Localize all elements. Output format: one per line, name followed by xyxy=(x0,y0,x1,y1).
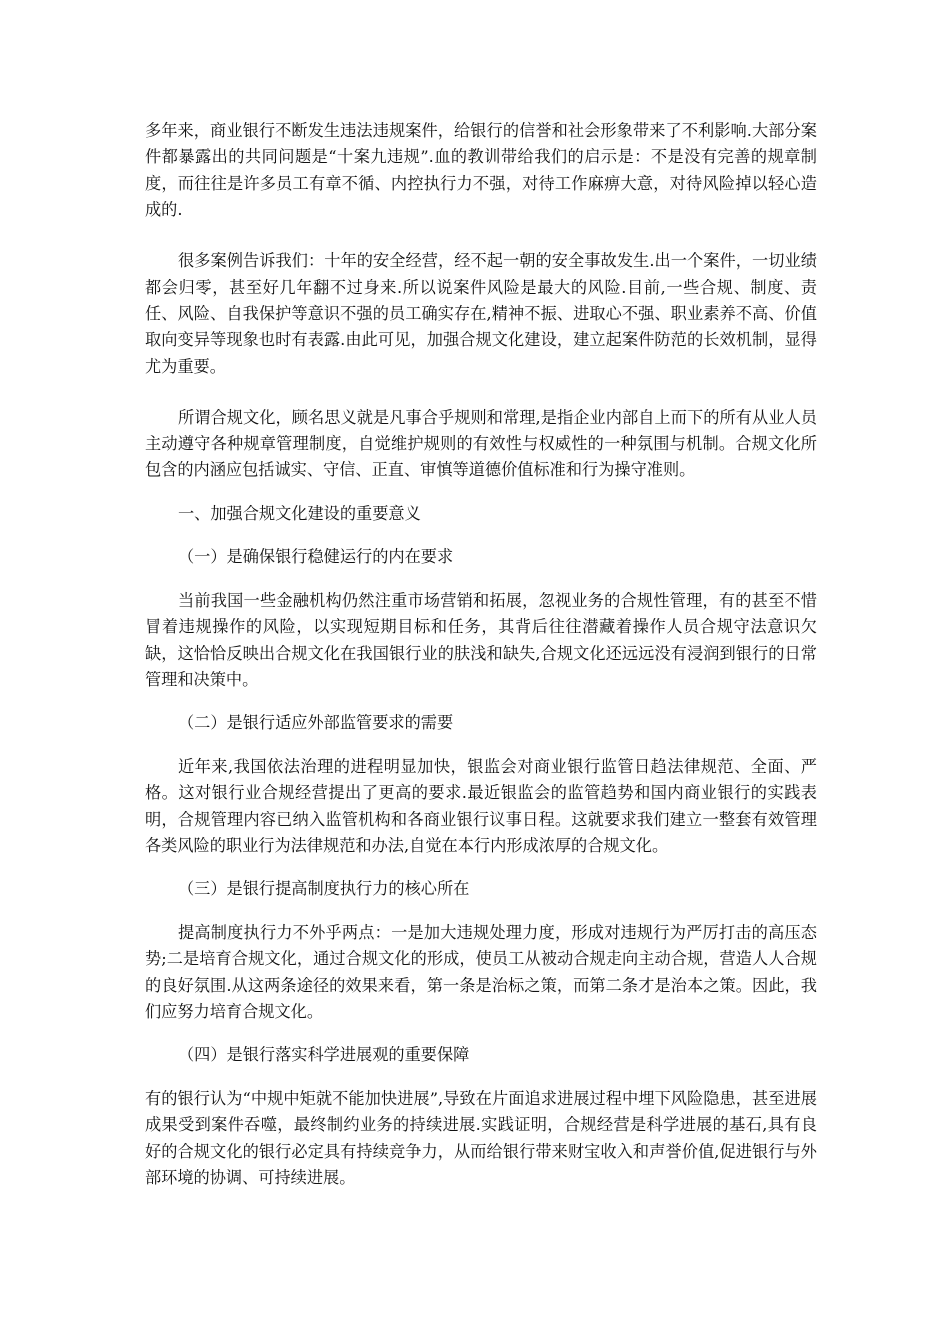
subheading-4-paragraph: 有的银行认为“中规中矩就不能加快进展”,导致在片面追求进展过程中埋下风险隐患，甚至进展成果受到案件吞噬，最终制约业务的持续进展.实践证明，合规经营是科学进展的基石,具有良好的合规文化的银行必定具有持续竞争力，从而给银行带来财宝收入和声誉价值,促进银行与外部环境的协调、可持续进展。 xyxy=(145,1088,817,1187)
subheading-1-paragraph: 当前我国一些金融机构仍然注重市场营销和拓展，忽视业务的合规性管理，有的甚至不惜冒着违规操作的风险，以实现短期目标和任务，其背后往往潜藏着操作人员合规守法意识欠缺，这恰恰反映出合规文化在我国银行业的肤浅和缺失,合规文化还远远没有浸润到银行的日常管理和决策中。 xyxy=(145,590,817,689)
subheading-3-paragraph: 提高制度执行力不外乎两点：一是加大违规处理力度，形成对违规行为严厉打击的高压态势;二是培育合规文化，通过合规文化的形成，使员工从被动合规走向主动合规，营造人人合规的良好氛围.从这两条途径的效果来看，第一条是治标之策，而第二条才是治本之策。因此，我们应努力培育合规文化。 xyxy=(145,922,817,1021)
document-body xyxy=(145,118,817,1191)
subheading-2-paragraph: 近年来,我国依法治理的进程明显加快，银监会对商业银行监管日趋法律规范、全面、严格。这对银行业合规经营提出了更高的要求.最近银监会的监管趋势和国内商业银行的实践表明，合规管理内容已纳入监管机构和各商业银行议事日程。这就要求我们建立一整套有效管理各类风险的职业行为法律规范和办法,自觉在本行内形成浓厚的合规文化。 xyxy=(145,756,817,855)
intro-paragraph: 多年来，商业银行不断发生违法违规案件，给银行的信誉和社会形象带来了不利影响.大部分案件都暴露出的共同问题是“十案九违规”.血的教训带给我们的启示是：不是没有完善的规章制度，而往往是许多员工有章不循、内控执行力不强，对待工作麻痹大意，对待风险掉以轻心造成的. xyxy=(145,121,817,220)
subheading-2: （二）是银行适应外部监管要求的需要 xyxy=(178,713,454,733)
case-risk-paragraph: 很多案例告诉我们：十年的安全经营，经不起一朝的安全事故发生.出一个案件，一切业绩都会归零，甚至好几年翻不过身来.所以说案件风险是最大的风险.目前,一些合规、制度、责任、风险、自我保护等意识不强的员工确实存在,精神不振、进取心不强、职业素养不高、价值取向变异等现象也时有表露.由此可见，加强合规文化建设，建立起案件防范的长效机制，显得尤为重要。 xyxy=(145,251,817,376)
subheading-3: （三）是银行提高制度执行力的核心所在 xyxy=(178,879,470,899)
section-heading: 一、加强合规文化建设的重要意义 xyxy=(178,503,421,523)
definition-paragraph: 所谓合规文化，顾名思义就是凡事合乎规则和常理,是指企业内部自上而下的所有从业人员主动遵守各种规章管理制度，自觉维护规则的有效性与权威性的一种氛围与机制。合规文化所包含的内涵应包括诚实、守信、正直、审慎等道德价值标准和行为操守准则。 xyxy=(145,407,817,480)
subheading-1: （一）是确保银行稳健运行的内在要求 xyxy=(178,547,454,567)
subheading-4: （四）是银行落实科学进展观的重要保障 xyxy=(178,1045,470,1065)
